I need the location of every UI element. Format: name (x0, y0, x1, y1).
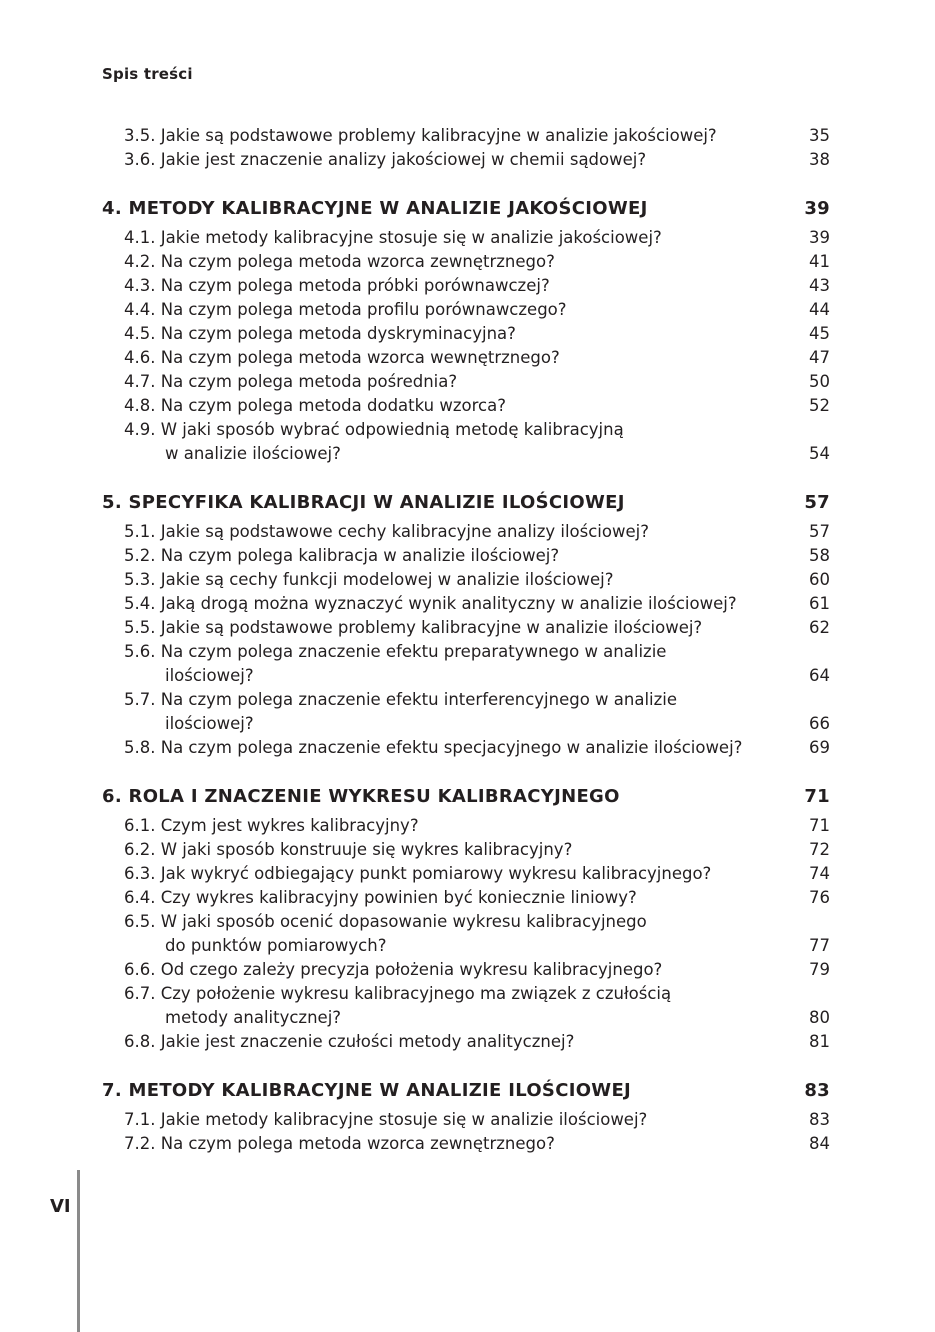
entry-title-line: 5.2. Na czym polega kalibracja w analizie ilościowej? (124, 546, 560, 565)
entry-title (124, 886, 637, 910)
entry-page-number: 62 (809, 618, 830, 637)
toc-chapter (102, 760, 830, 1054)
margin-rule (77, 1170, 80, 1332)
chapter-heading[interactable] (102, 194, 830, 224)
entry-page-number: 60 (809, 570, 830, 589)
entry-title-continuation: ilościowej? (165, 714, 254, 733)
entry-title-line: 5.7. Na czym polega znaczenie efektu interferencyjnego w analizie (124, 690, 678, 709)
entry-title (124, 958, 662, 982)
toc-entry[interactable] (102, 862, 830, 886)
toc-entry[interactable] (102, 1132, 830, 1156)
entry-page-number: 64 (809, 666, 830, 685)
chapter-page-number: 57 (804, 492, 830, 513)
entry-title-line: 6.3. Jak wykryć odbiegający punkt pomiarowy wykresu kalibracyjnego? (124, 864, 712, 883)
chapter-heading[interactable] (102, 782, 830, 812)
toc-chapter (102, 1054, 830, 1156)
entry-title (124, 736, 742, 760)
entry-title-line: 6.4. Czy wykres kalibracyjny powinien być koniecznie liniowy? (124, 888, 637, 907)
entry-title-line: 7.2. Na czym polega metoda wzorca zewnętrznego? (124, 1134, 555, 1153)
chapter-spacer (102, 760, 830, 782)
entry-title (124, 544, 559, 568)
entry-title-line: 3.5. Jakie są podstawowe problemy kalibracyjne w analizie jakościowej? (124, 126, 717, 145)
chapter-title: 7. METODY KALIBRACYJNE W ANALIZIE ILOŚCIOWEJ (102, 1080, 632, 1101)
entry-title-line: 4.2. Na czym polega metoda wzorca zewnętrznego? (124, 252, 555, 271)
toc-entry[interactable] (102, 688, 830, 736)
chapter-spacer (102, 466, 830, 488)
toc-entry[interactable] (102, 1108, 830, 1132)
entry-title-line: 5.5. Jakie są podstawowe problemy kalibracyjne w analizie ilościowej? (124, 618, 703, 637)
entry-title-line: 5.8. Na czym polega znaczenie efektu specjacyjnego w analizie ilościowej? (124, 738, 743, 757)
chapter-title: 4. METODY KALIBRACYJNE W ANALIZIE JAKOŚCIOWEJ (102, 198, 648, 219)
entry-title (124, 418, 624, 466)
entry-title (124, 346, 560, 370)
toc-entry[interactable] (102, 640, 830, 688)
entry-title-line: 5.3. Jakie są cechy funkcji modelowej w analizie ilościowej? (124, 570, 614, 589)
entry-title (124, 370, 457, 394)
toc-entry[interactable] (102, 958, 830, 982)
entry-page-number: 83 (809, 1110, 830, 1129)
toc-continuation (102, 124, 830, 172)
entry-title (124, 1132, 555, 1156)
entry-title-line: 4.4. Na czym polega metoda profilu porównawczego? (124, 300, 567, 319)
toc-entry[interactable] (102, 298, 830, 322)
entry-title (124, 640, 666, 688)
toc-entry[interactable] (102, 250, 830, 274)
entry-title-continuation: w analizie ilościowej? (165, 444, 341, 463)
entry-page-number: 47 (809, 348, 830, 367)
entry-title (124, 322, 516, 346)
entry-title (124, 124, 717, 148)
chapter-page-number: 71 (804, 786, 830, 807)
chapter-heading[interactable] (102, 1076, 830, 1106)
chapter-title: 6. ROLA I ZNACZENIE WYKRESU KALIBRACYJNEGO (102, 786, 620, 807)
entry-title-continuation: do punktów pomiarowych? (165, 936, 387, 955)
toc-entry[interactable] (102, 124, 830, 148)
toc-entry[interactable] (102, 814, 830, 838)
entry-title (124, 688, 677, 736)
entry-title-line: 4.7. Na czym polega metoda pośrednia? (124, 372, 458, 391)
entry-title-line: 4.6. Na czym polega metoda wzorca wewnętrznego? (124, 348, 560, 367)
entry-page-number: 74 (809, 864, 830, 883)
entry-title (124, 982, 671, 1030)
chapter-spacer (102, 1054, 830, 1076)
entry-title (124, 592, 737, 616)
entry-title (124, 298, 567, 322)
entry-title-line: 6.7. Czy położenie wykresu kalibracyjnego ma związek z czułością (124, 984, 672, 1003)
chapter-heading[interactable] (102, 488, 830, 518)
entry-page-number: 72 (809, 840, 830, 859)
page-number: VI (50, 1196, 71, 1217)
entry-page-number: 41 (809, 252, 830, 271)
table-of-contents (102, 124, 830, 1156)
entry-title (124, 1030, 574, 1054)
entry-title (124, 616, 702, 640)
entry-title-line: 7.1. Jakie metody kalibracyjne stosuje się w analizie ilościowej? (124, 1110, 648, 1129)
entry-title (124, 226, 662, 250)
chapter-page-number: 39 (804, 198, 830, 219)
chapter-title: 5. SPECYFIKA KALIBRACJI W ANALIZIE ILOŚCIOWEJ (102, 492, 625, 513)
toc-chapter (102, 466, 830, 760)
entry-page-number: 81 (809, 1032, 830, 1051)
entry-title-line: 4.3. Na czym polega metoda próbki porównawczej? (124, 276, 550, 295)
entry-title (124, 814, 419, 838)
entry-page-number: 66 (809, 714, 830, 733)
toc-entry[interactable] (102, 568, 830, 592)
toc-chapter (102, 172, 830, 466)
entry-page-number: 50 (809, 372, 830, 391)
entry-page-number: 80 (809, 1008, 830, 1027)
entry-title-line: 4.1. Jakie metody kalibracyjne stosuje się w analizie jakościowej? (124, 228, 662, 247)
toc-entry[interactable] (102, 544, 830, 568)
entry-title-line: 4.9. W jaki sposób wybrać odpowiednią metodę kalibracyjną (124, 420, 624, 439)
entry-page-number: 43 (809, 276, 830, 295)
entry-title-line: 6.6. Od czego zależy precyzja położenia wykresu kalibracyjnego? (124, 960, 663, 979)
entry-page-number: 58 (809, 546, 830, 565)
toc-entry[interactable] (102, 148, 830, 172)
entry-title (124, 274, 550, 298)
toc-entry[interactable] (102, 370, 830, 394)
chapter-page-number: 83 (804, 1080, 830, 1101)
entry-page-number: 84 (809, 1134, 830, 1153)
entry-page-number: 45 (809, 324, 830, 343)
toc-entry[interactable] (102, 1030, 830, 1054)
toc-entry[interactable] (102, 346, 830, 370)
toc-entry[interactable] (102, 736, 830, 760)
entry-title-line: 4.8. Na czym polega metoda dodatku wzorca? (124, 396, 506, 415)
entry-title (124, 910, 647, 958)
entry-title-continuation: ilościowej? (165, 666, 254, 685)
entry-title-line: 6.5. W jaki sposób ocenić dopasowanie wykresu kalibracyjnego (124, 912, 647, 931)
entry-page-number: 39 (809, 228, 830, 247)
toc-entry[interactable] (102, 322, 830, 346)
entry-page-number: 38 (809, 150, 830, 169)
entry-title-line: 5.1. Jakie są podstawowe cechy kalibracyjne analizy ilościowej? (124, 522, 649, 541)
entry-title (124, 148, 646, 172)
entry-title (124, 520, 649, 544)
entry-title (124, 394, 506, 418)
entry-title-continuation: metody analitycznej? (165, 1008, 342, 1027)
entry-title-line: 3.6. Jakie jest znaczenie analizy jakościowej w chemii sądowej? (124, 150, 647, 169)
entry-title-line: 6.2. W jaki sposób konstruuje się wykres kalibracyjny? (124, 840, 573, 859)
toc-entry[interactable] (102, 838, 830, 862)
entry-page-number: 54 (809, 444, 830, 463)
entry-title (124, 1108, 647, 1132)
toc-entry[interactable] (102, 982, 830, 1030)
entry-page-number: 71 (809, 816, 830, 835)
running-head: Spis treści (102, 65, 193, 83)
entry-title-line: 4.5. Na czym polega metoda dyskryminacyjna? (124, 324, 516, 343)
toc-entry[interactable] (102, 226, 830, 250)
entry-page-number: 61 (809, 594, 830, 613)
entry-title (124, 568, 614, 592)
toc-entry[interactable] (102, 418, 830, 466)
toc-entry[interactable] (102, 910, 830, 958)
toc-entry[interactable] (102, 274, 830, 298)
entry-title (124, 250, 555, 274)
entry-title-line: 5.4. Jaką drogą można wyznaczyć wynik analityczny w analizie ilościowej? (124, 594, 737, 613)
toc-entry[interactable] (102, 592, 830, 616)
entry-title-line: 6.8. Jakie jest znaczenie czułości metody analitycznej? (124, 1032, 575, 1051)
entry-page-number: 69 (809, 738, 830, 757)
toc-entry[interactable] (102, 520, 830, 544)
chapter-spacer (102, 172, 830, 194)
entry-page-number: 44 (809, 300, 830, 319)
entry-page-number: 76 (809, 888, 830, 907)
entry-page-number: 57 (809, 522, 830, 541)
entry-title (124, 862, 711, 886)
entry-title (124, 838, 572, 862)
entry-page-number: 77 (809, 936, 830, 955)
entry-page-number: 35 (809, 126, 830, 145)
entry-title-line: 6.1. Czym jest wykres kalibracyjny? (124, 816, 419, 835)
toc-entry[interactable] (102, 394, 830, 418)
toc-entry[interactable] (102, 886, 830, 910)
entry-page-number: 79 (809, 960, 830, 979)
entry-page-number: 52 (809, 396, 830, 415)
toc-entry[interactable] (102, 616, 830, 640)
entry-title-line: 5.6. Na czym polega znaczenie efektu preparatywnego w analizie (124, 642, 667, 661)
